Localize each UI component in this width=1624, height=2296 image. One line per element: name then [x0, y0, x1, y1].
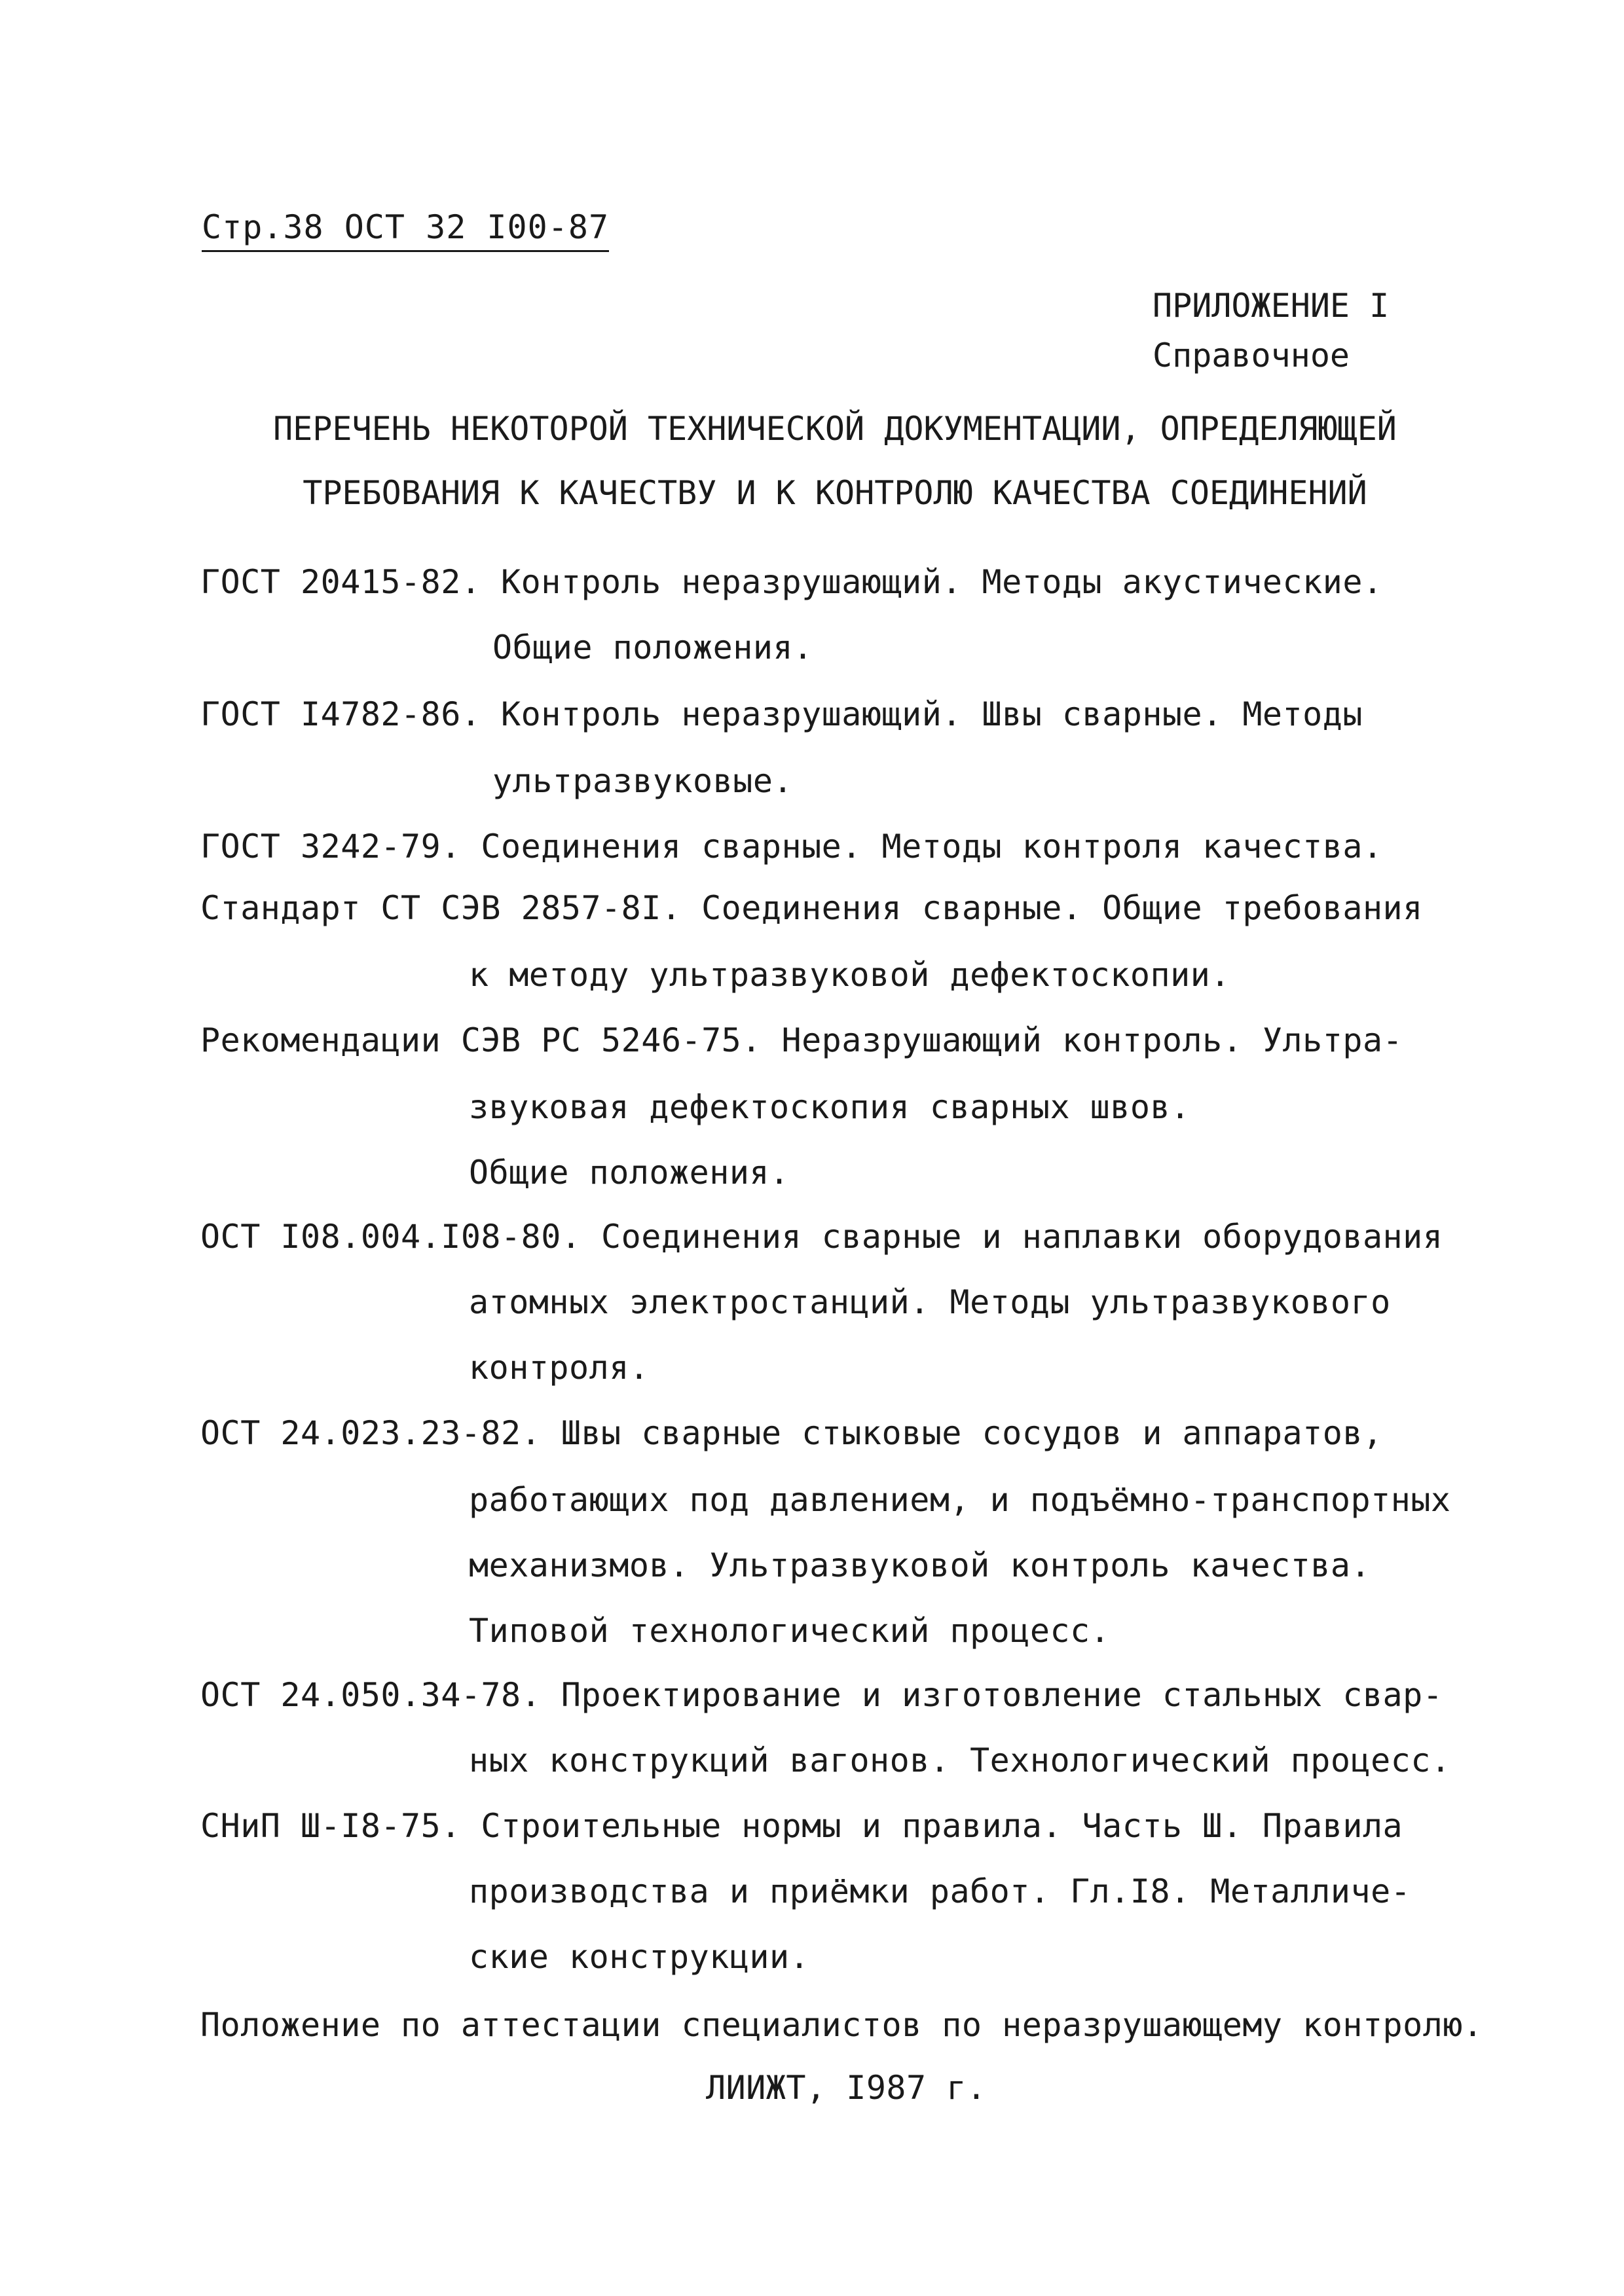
appendix-kind: Справочное: [1153, 337, 1350, 374]
page-reference: Стр.38 ОСТ 32 I00-87: [202, 208, 609, 252]
title-line-2: ТРЕБОВАНИЯ К КАЧЕСТВУ И К КОНТРОЛЮ КАЧЕСТВА СОЕДИНЕНИЙ: [303, 474, 1367, 512]
appendix-label: ПРИЛОЖЕНИЕ I: [1153, 287, 1390, 325]
entry-ost-24-050-line-2: ных конструкций вагонов. Технологический процесс.: [469, 1741, 1451, 1779]
entry-gost-14782-line-2: ультразвуковые.: [492, 762, 794, 800]
entry-gost-3242: ГОСТ 3242-79. Соединения сварные. Методы контроля качества.: [200, 828, 1383, 866]
entry-snip-line-1: СНиП Ш-I8-75. Строительные нормы и правила. Часть Ш. Правила: [200, 1807, 1403, 1845]
entry-rs-5246-line-2: звуковая дефектоскопия сварных швов.: [469, 1088, 1190, 1126]
entry-gost-20415-line-1: ГОСТ 20415-82. Контроль неразрушающий. Методы акустические.: [200, 563, 1383, 601]
entry-ost-24-023-line-4: Типовой технологический процесс.: [469, 1612, 1111, 1650]
entry-rs-5246-line-1: Рекомендации СЭВ РС 5246-75. Неразрушающий контроль. Ультра-: [200, 1021, 1403, 1059]
entry-gost-20415-line-2: Общие положения.: [492, 629, 813, 666]
document-title: [196, 397, 1473, 525]
title-line-1: ПЕРЕЧЕНЬ НЕКОТОРОЙ ТЕХНИЧЕСКОЙ ДОКУМЕНТАЦИИ, ОПРЕДЕЛЯЮЩЕЙ: [273, 410, 1397, 448]
footer-regulation-line-2: ЛИИЖТ, I987 г.: [706, 2069, 987, 2107]
entry-snip-line-3: ские конструкции.: [469, 1938, 810, 1976]
entry-snip-line-2: производства и приёмки работ. Гл.I8. Металличе-: [469, 1872, 1411, 1910]
footer-regulation-line-1: Положение по аттестации специалистов по неразрушающему контролю.: [200, 2006, 1483, 2044]
entry-ost-108-line-3: контроля.: [469, 1349, 650, 1387]
entry-st-sev-2857-line-1: Стандарт СТ СЭВ 2857-8I. Соединения сварные. Общие требования: [200, 889, 1423, 927]
entry-ost-24-023-line-3: механизмов. Ультразвуковой контроль качества.: [469, 1546, 1371, 1584]
entry-rs-5246-line-3: Общие положения.: [469, 1154, 790, 1192]
entry-ost-24-023-line-2: работающих под давлением, и подъёмно-транспортных: [469, 1481, 1451, 1519]
entry-ost-24-050-line-1: ОСТ 24.050.34-78. Проектирование и изготовление стальных свар-: [200, 1676, 1443, 1714]
entry-gost-14782-line-1: ГОСТ I4782-86. Контроль неразрушающий. Швы сварные. Методы: [200, 695, 1363, 733]
entry-ost-108-line-2: атомных электростанций. Методы ультразвукового: [469, 1283, 1391, 1321]
entry-ost-108-line-1: ОСТ I08.004.I08-80. Соединения сварные и наплавки оборудования: [200, 1218, 1443, 1256]
entry-ost-24-023-line-1: ОСТ 24.023.23-82. Швы сварные стыковые сосудов и аппаратов,: [200, 1414, 1383, 1452]
entry-st-sev-2857-line-2: к методу ультразвуковой дефектоскопии.: [469, 956, 1230, 994]
